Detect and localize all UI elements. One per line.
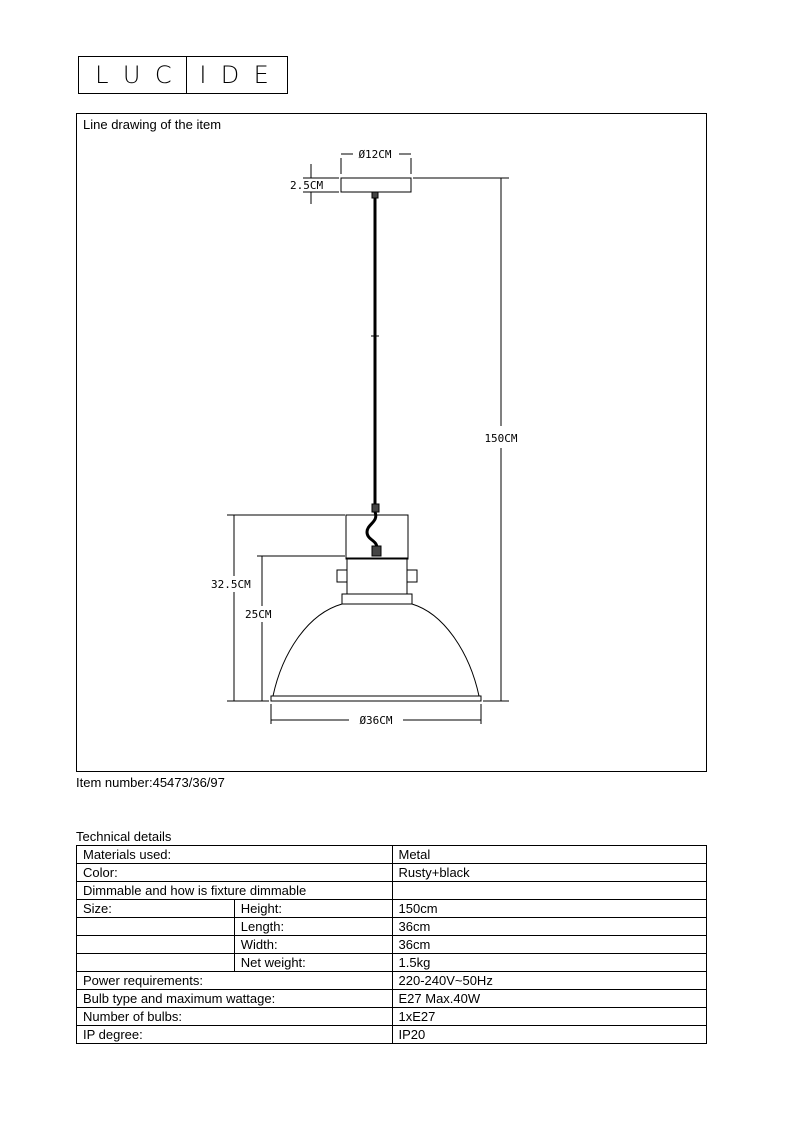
label-body-height: 32.5CM xyxy=(211,578,251,591)
label-shade-height: 25CM xyxy=(245,608,272,621)
table-row xyxy=(77,1008,707,1026)
table-row xyxy=(77,954,707,972)
row-value: 36cm xyxy=(392,918,707,936)
left-knob xyxy=(337,570,347,582)
line-drawing-panel xyxy=(76,113,707,772)
logo-separator xyxy=(186,57,187,93)
row-label: Power requirements: xyxy=(77,972,393,990)
row-label: Size: xyxy=(77,900,235,918)
row-sublabel: Length: xyxy=(234,918,392,936)
label-total-height: 150CM xyxy=(484,432,518,445)
row-label: Number of bulbs: xyxy=(77,1008,393,1026)
canopy xyxy=(341,178,411,192)
drawing-title: Line drawing of the item xyxy=(83,117,222,132)
cable-clamp xyxy=(372,504,379,512)
table-row xyxy=(77,918,707,936)
logo-letter-l: L xyxy=(95,61,111,89)
table-row xyxy=(77,1026,707,1044)
row-label: Bulb type and maximum wattage: xyxy=(77,990,393,1008)
row-label: IP degree: xyxy=(77,1026,393,1044)
row-label: Dimmable and how is fixture dimmable xyxy=(77,882,393,900)
table-row xyxy=(77,990,707,1008)
logo-letter-c: C xyxy=(154,61,174,89)
row-sublabel: Width: xyxy=(234,936,392,954)
label-shade-diameter: Ø36CM xyxy=(359,714,393,727)
right-knob xyxy=(407,570,417,582)
lamp-shade xyxy=(273,604,479,696)
row-label: Materials used: xyxy=(77,846,393,864)
row-value: Rusty+black xyxy=(392,864,707,882)
logo-letter-i: I xyxy=(199,61,209,89)
row-value: 1xE27 xyxy=(392,1008,707,1026)
technical-details-table xyxy=(76,845,707,1044)
table-row xyxy=(77,900,707,918)
logo-letter-d: D xyxy=(220,61,242,89)
dim-shade-height xyxy=(245,556,345,701)
row-value: E27 Max.40W xyxy=(392,990,707,1008)
logo-letter-u: U xyxy=(122,61,143,89)
table-row xyxy=(77,864,707,882)
technical-details-title: Technical details xyxy=(76,829,172,844)
label-canopy-height: 2.5CM xyxy=(290,179,324,192)
row-value: IP20 xyxy=(392,1026,707,1044)
housing-collar xyxy=(342,594,412,604)
table-row xyxy=(77,972,707,990)
row-label: Color: xyxy=(77,864,393,882)
row-label xyxy=(77,954,235,972)
row-value: 150cm xyxy=(392,900,707,918)
item-number: Item number:45473/36/97 xyxy=(76,775,225,790)
row-value: 1.5kg xyxy=(392,954,707,972)
row-value: 36cm xyxy=(392,936,707,954)
logo-letter-e: E xyxy=(253,61,271,89)
table-row xyxy=(77,882,707,900)
dim-body-height xyxy=(211,515,345,701)
dim-total-height xyxy=(413,178,518,701)
table-row xyxy=(77,846,707,864)
table-row xyxy=(77,936,707,954)
canopy-connector xyxy=(372,192,378,198)
pendant-lamp-drawing xyxy=(77,114,708,773)
lamp-housing xyxy=(347,558,407,594)
row-value xyxy=(392,882,707,900)
shade-rim xyxy=(271,696,481,701)
dim-canopy-diameter xyxy=(341,148,411,174)
row-value: Metal xyxy=(392,846,707,864)
row-label xyxy=(77,936,235,954)
dim-shade-diameter xyxy=(271,704,481,727)
row-value: 220-240V~50Hz xyxy=(392,972,707,990)
row-sublabel: Net weight: xyxy=(234,954,392,972)
label-canopy-diameter: Ø12CM xyxy=(358,148,392,161)
row-label xyxy=(77,918,235,936)
lucide-logo xyxy=(78,56,288,94)
lamp-socket xyxy=(372,546,381,556)
row-sublabel: Height: xyxy=(234,900,392,918)
dim-canopy-height xyxy=(290,164,339,204)
